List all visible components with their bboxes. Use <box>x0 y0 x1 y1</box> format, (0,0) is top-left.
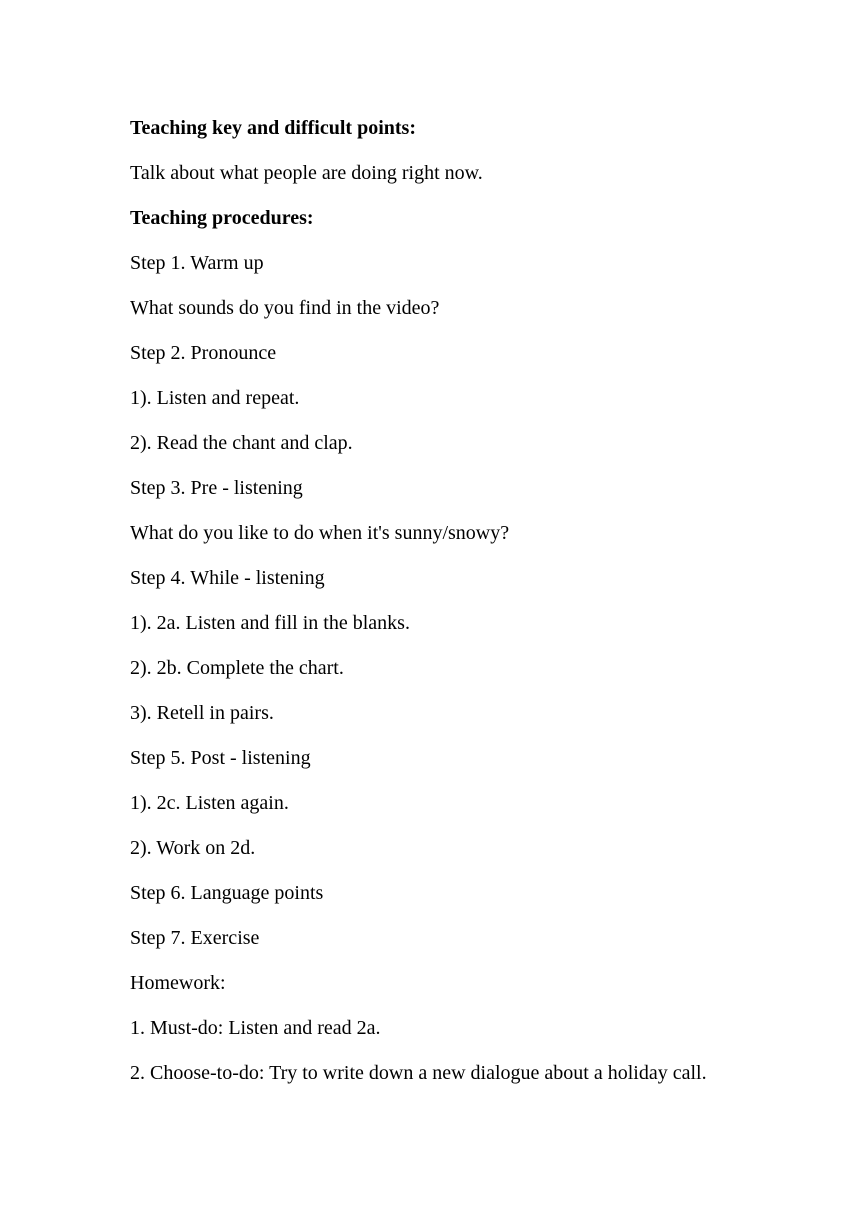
step-item: 3). Retell in pairs. <box>130 702 274 724</box>
step-title: Step 3. Pre - listening <box>130 477 303 499</box>
key-points-heading: Teaching key and difficult points: <box>130 117 416 139</box>
procedures-heading: Teaching procedures: <box>130 207 314 229</box>
step-item: 1). 2a. Listen and fill in the blanks. <box>130 612 410 634</box>
document-body <box>130 114 810 1104</box>
step-item: 1). 2c. Listen again. <box>130 792 289 814</box>
step-item: 1). Listen and repeat. <box>130 387 300 409</box>
homework-heading: Homework: <box>130 972 226 994</box>
step-item: What do you like to do when it's sunny/snowy? <box>130 522 510 544</box>
step-title: Step 7. Exercise <box>130 927 260 949</box>
step-title: Step 2. Pronounce <box>130 342 277 364</box>
step-item: 2). Work on 2d. <box>130 837 256 859</box>
step-item: 2). 2b. Complete the chart. <box>130 657 344 679</box>
step-title: Step 1. Warm up <box>130 252 264 274</box>
step-title: Step 6. Language points <box>130 882 324 904</box>
homework-item: 1. Must-do: Listen and read 2a. <box>130 1017 381 1039</box>
step-title: Step 4. While - listening <box>130 567 325 589</box>
key-points-text: Talk about what people are doing right now. <box>130 162 483 184</box>
step-item: 2). Read the chant and clap. <box>130 432 353 454</box>
step-title: Step 5. Post - listening <box>130 747 311 769</box>
homework-item: 2. Choose-to-do: Try to write down a new dialogue about a holiday call. <box>130 1062 707 1084</box>
step-item: What sounds do you find in the video? <box>130 297 440 319</box>
